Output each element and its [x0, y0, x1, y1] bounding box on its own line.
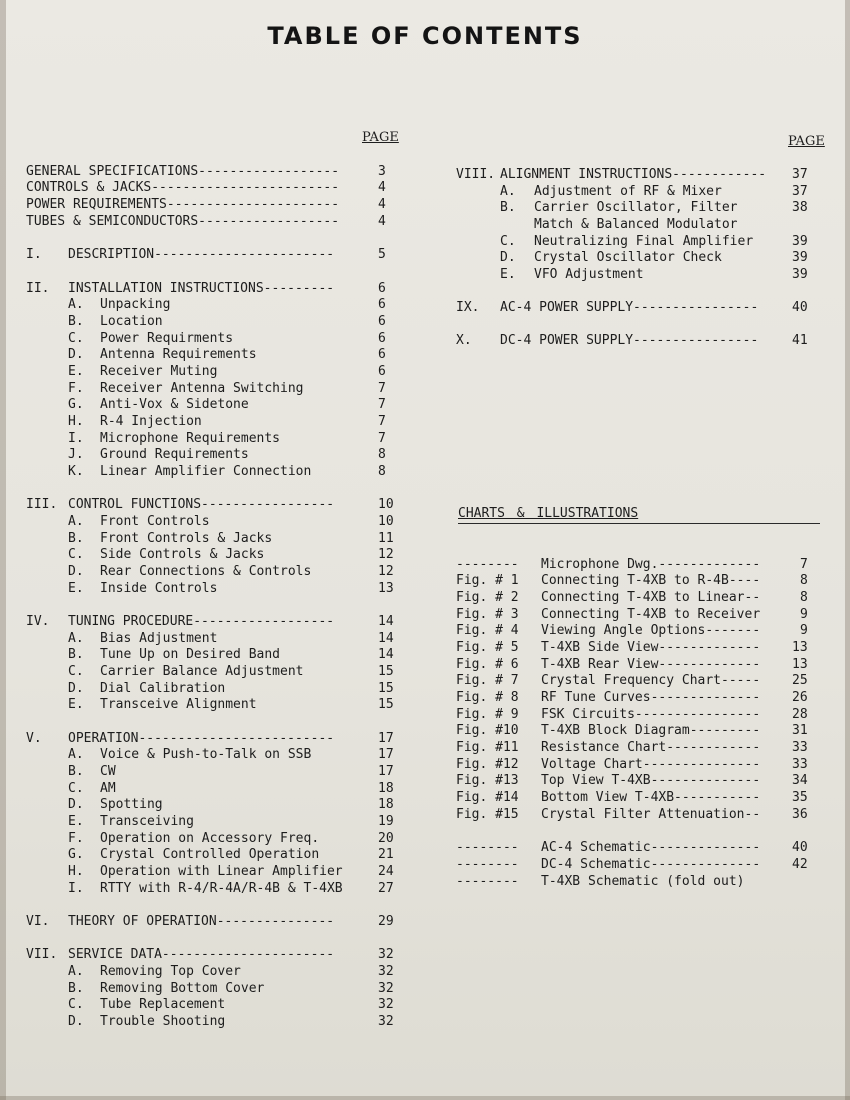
page-number: 39 — [792, 250, 808, 265]
subsection-letter: E. — [68, 814, 84, 829]
page-number: 21 — [378, 847, 394, 862]
chart-entry — [0, 607, 850, 623]
toc-entry — [0, 200, 850, 216]
charts-illustrations-header: CHARTS & ILLUSTRATIONS — [458, 506, 639, 521]
page-number: 8 — [378, 447, 386, 462]
figure-number: Fig. # 6 — [456, 657, 519, 672]
page-number: 37 — [792, 167, 808, 182]
figure-title: Connecting T-4XB to Receiver — [541, 607, 761, 622]
page-number: 8 — [800, 590, 808, 605]
chart-entry — [0, 874, 850, 890]
page-number: 24 — [378, 864, 394, 879]
subsection-letter: D. — [500, 250, 516, 265]
page-number: 38 — [792, 200, 808, 215]
subsection-letter: A. — [500, 184, 516, 199]
entry-title: Crystal Controlled Operation — [100, 847, 320, 862]
toc-entry — [0, 947, 850, 963]
page-number: 41 — [792, 333, 808, 348]
toc-entry — [0, 497, 850, 513]
figure-number: -------- — [456, 840, 519, 855]
page-number: 42 — [792, 857, 808, 872]
subsection-letter: C. — [68, 997, 84, 1012]
figure-number: -------- — [456, 874, 519, 889]
entry-title: Match & Balanced Modulator — [534, 217, 738, 232]
entry-title: Linear Amplifier Connection — [100, 464, 312, 479]
page-number: 6 — [378, 314, 386, 329]
subsection-letter: E. — [68, 581, 84, 596]
entry-title: CW — [100, 764, 116, 779]
page-number: 33 — [792, 740, 808, 755]
figure-title: Resistance Chart------------ — [541, 740, 761, 755]
entry-title: Microphone Requirements — [100, 431, 281, 446]
figure-number: -------- — [456, 857, 519, 872]
entry-title: Removing Bottom Cover — [100, 981, 265, 996]
entry-title: POWER REQUIREMENTS---------------------- — [26, 197, 340, 212]
entry-title: INSTALLATION INSTRUCTIONS--------- — [68, 281, 335, 296]
entry-title: Tube Replacement — [100, 997, 226, 1012]
page-number: 19 — [378, 814, 394, 829]
right-page-column-header: PAGE — [788, 134, 825, 149]
entry-title: Operation with Linear Amplifier — [100, 864, 343, 879]
page-number: 6 — [378, 281, 386, 296]
page-number: 6 — [378, 331, 386, 346]
page-number: 11 — [378, 531, 394, 546]
toc-entry — [0, 364, 850, 380]
chart-entry — [0, 623, 850, 639]
toc-entry — [0, 167, 850, 183]
section-number: I. — [26, 247, 42, 262]
page-number: 6 — [378, 297, 386, 312]
figure-number: -------- — [456, 557, 519, 572]
toc-entry — [0, 964, 850, 980]
entry-title: Neutralizing Final Amplifier — [534, 234, 754, 249]
toc-entry — [0, 914, 850, 930]
toc-entry — [0, 267, 850, 283]
section-number: X. — [456, 333, 472, 348]
page-number: 9 — [800, 623, 808, 638]
figure-title: T-4XB Block Diagram--------- — [541, 723, 761, 738]
chart-entry — [0, 657, 850, 673]
chart-entry — [0, 723, 850, 739]
toc-entry — [0, 447, 850, 463]
charts-header-rule — [458, 523, 820, 524]
page-number: 35 — [792, 790, 808, 805]
figure-number: Fig. # 1 — [456, 573, 519, 588]
section-number: IX. — [456, 300, 480, 315]
page-number: 10 — [378, 497, 394, 512]
page-number: 39 — [792, 267, 808, 282]
entry-title: GENERAL SPECIFICATIONS------------------ — [26, 164, 340, 179]
entry-title: Adjustment of RF & Mixer — [534, 184, 722, 199]
toc-entry — [0, 314, 850, 330]
toc-entry — [0, 431, 850, 447]
page-number: 13 — [792, 640, 808, 655]
figure-title: T-4XB Side View------------- — [541, 640, 761, 655]
entry-title: AC-4 POWER SUPPLY---------------- — [500, 300, 759, 315]
page-number: 5 — [378, 247, 386, 262]
chart-entry — [0, 840, 850, 856]
page-number: 10 — [378, 514, 394, 529]
subsection-letter: B. — [68, 314, 84, 329]
chart-entry — [0, 640, 850, 656]
page-number: 32 — [378, 981, 394, 996]
page-number: 32 — [378, 947, 394, 962]
chart-entry — [0, 790, 850, 806]
page-number: 4 — [378, 180, 386, 195]
entry-title: Receiver Antenna Switching — [100, 381, 304, 396]
entry-title: CONTROL FUNCTIONS----------------- — [68, 497, 335, 512]
subsection-letter: G. — [68, 847, 84, 862]
figure-number: Fig. #14 — [456, 790, 519, 805]
entry-title: Anti-Vox & Sidetone — [100, 397, 249, 412]
page-number: 8 — [378, 464, 386, 479]
toc-entry — [0, 281, 850, 297]
toc-entry — [0, 300, 850, 316]
toc-entry — [0, 347, 850, 363]
subsection-letter: B. — [68, 531, 84, 546]
subsection-letter: E. — [68, 697, 84, 712]
entry-title: Tune Up on Desired Band — [100, 647, 281, 662]
section-number: III. — [26, 497, 58, 512]
subsection-letter: A. — [68, 964, 84, 979]
chart-entry — [0, 857, 850, 873]
subsection-letter: C. — [68, 331, 84, 346]
subsection-letter: B. — [68, 764, 84, 779]
figure-title: T-4XB Schematic (fold out) — [541, 874, 745, 889]
subsection-letter: A. — [68, 747, 84, 762]
toc-entry — [0, 397, 850, 413]
figure-title: Crystal Filter Attenuation-- — [541, 807, 761, 822]
entry-title: ALIGNMENT INSTRUCTIONS------------ — [500, 167, 767, 182]
page-number: 29 — [378, 914, 394, 929]
page-number: 15 — [378, 681, 394, 696]
page-number: 7 — [800, 557, 808, 572]
toc-entry — [0, 184, 850, 200]
page-number: 9 — [800, 607, 808, 622]
page-title: TABLE OF CONTENTS — [267, 22, 583, 50]
page-number: 13 — [792, 657, 808, 672]
subsection-letter: C. — [68, 664, 84, 679]
figure-number: Fig. # 7 — [456, 673, 519, 688]
subsection-letter: B. — [68, 981, 84, 996]
subsection-letter: D. — [68, 564, 84, 579]
page-number: 14 — [378, 647, 394, 662]
page-number: 32 — [378, 964, 394, 979]
figure-title: Microphone Dwg.------------- — [541, 557, 761, 572]
page-number: 7 — [378, 414, 386, 429]
toc-entry — [0, 531, 850, 547]
subsection-letter: H. — [68, 414, 84, 429]
page-number: 7 — [378, 381, 386, 396]
subsection-letter: F. — [68, 381, 84, 396]
figure-title: RF Tune Curves-------------- — [541, 690, 761, 705]
chart-entry — [0, 673, 850, 689]
entry-title: AM — [100, 781, 116, 796]
page-number: 28 — [792, 707, 808, 722]
toc-entry — [0, 414, 850, 430]
page-number: 4 — [378, 197, 386, 212]
figure-title: Viewing Angle Options------- — [541, 623, 761, 638]
entry-title: SERVICE DATA---------------------- — [68, 947, 335, 962]
page-number: 14 — [378, 614, 394, 629]
page-number: 40 — [792, 840, 808, 855]
left-page-column-header: PAGE — [362, 130, 399, 145]
section-number: VI. — [26, 914, 50, 929]
subsection-letter: A. — [68, 514, 84, 529]
page-number: 6 — [378, 364, 386, 379]
entry-title: OPERATION------------------------- — [68, 731, 335, 746]
entry-title: Trouble Shooting — [100, 1014, 226, 1029]
toc-entry — [0, 981, 850, 997]
toc-entry — [0, 217, 850, 233]
page-number: 18 — [378, 797, 394, 812]
entry-title: Transceiving — [100, 814, 194, 829]
entry-title: VFO Adjustment — [534, 267, 644, 282]
entry-title: R-4 Injection — [100, 414, 202, 429]
figure-number: Fig. # 8 — [456, 690, 519, 705]
entry-title: Inside Controls — [100, 581, 218, 596]
subsection-letter: C. — [68, 547, 84, 562]
chart-entry — [0, 707, 850, 723]
page-number: 7 — [378, 431, 386, 446]
chart-entry — [0, 773, 850, 789]
page-number: 27 — [378, 881, 394, 896]
entry-title: Removing Top Cover — [100, 964, 241, 979]
figure-title: DC-4 Schematic-------------- — [541, 857, 761, 872]
figure-title: Top View T-4XB-------------- — [541, 773, 761, 788]
page-number: 40 — [792, 300, 808, 315]
entry-title: Receiver Muting — [100, 364, 218, 379]
entry-title: DC-4 POWER SUPPLY---------------- — [500, 333, 759, 348]
figure-number: Fig. #15 — [456, 807, 519, 822]
page-number: 14 — [378, 631, 394, 646]
figure-number: Fig. # 3 — [456, 607, 519, 622]
page-number: 7 — [378, 397, 386, 412]
page-number: 15 — [378, 697, 394, 712]
subsection-letter: A. — [68, 631, 84, 646]
figure-title: Voltage Chart--------------- — [541, 757, 761, 772]
page-number: 26 — [792, 690, 808, 705]
entry-title: Unpacking — [100, 297, 171, 312]
subsection-letter: E. — [68, 364, 84, 379]
page-number: 15 — [378, 664, 394, 679]
figure-title: T-4XB Rear View------------- — [541, 657, 761, 672]
entry-title: TUBES & SEMICONDUCTORS------------------ — [26, 214, 340, 229]
page-number: 37 — [792, 184, 808, 199]
section-number: II. — [26, 281, 50, 296]
page-number: 34 — [792, 773, 808, 788]
subsection-letter: G. — [68, 397, 84, 412]
entry-title: Location — [100, 314, 163, 329]
subsection-letter: D. — [68, 1014, 84, 1029]
section-number: VII. — [26, 947, 58, 962]
page-number: 8 — [800, 573, 808, 588]
subsection-letter: B. — [500, 200, 516, 215]
figure-number: Fig. #10 — [456, 723, 519, 738]
page-number: 17 — [378, 747, 394, 762]
figure-title: FSK Circuits---------------- — [541, 707, 761, 722]
page-number: 25 — [792, 673, 808, 688]
subsection-letter: D. — [68, 681, 84, 696]
subsection-letter: K. — [68, 464, 84, 479]
page-number: 32 — [378, 997, 394, 1012]
subsection-letter: I. — [68, 431, 84, 446]
subsection-letter: J. — [68, 447, 84, 462]
entry-title: Antenna Requirements — [100, 347, 257, 362]
toc-entry — [0, 250, 850, 266]
figure-number: Fig. # 9 — [456, 707, 519, 722]
chart-entry — [0, 573, 850, 589]
subsection-letter: C. — [500, 234, 516, 249]
toc-entry — [0, 333, 850, 349]
section-number: VIII. — [456, 167, 496, 182]
entry-title: Rear Connections & Controls — [100, 564, 312, 579]
figure-title: Crystal Frequency Chart----- — [541, 673, 761, 688]
page-number: 31 — [792, 723, 808, 738]
subsection-letter: A. — [68, 297, 84, 312]
page-number: 17 — [378, 764, 394, 779]
subsection-letter: H. — [68, 864, 84, 879]
entry-title: Front Controls & Jacks — [100, 531, 273, 546]
subsection-letter: D. — [68, 347, 84, 362]
figure-number: Fig. # 5 — [456, 640, 519, 655]
page-number: 6 — [378, 347, 386, 362]
chart-entry — [0, 557, 850, 573]
page-number: 3 — [378, 164, 386, 179]
toc-entry — [0, 1014, 850, 1030]
entry-title: THEORY OF OPERATION--------------- — [68, 914, 335, 929]
page-number: 32 — [378, 1014, 394, 1029]
subsection-letter: F. — [68, 831, 84, 846]
page-number: 20 — [378, 831, 394, 846]
subsection-letter: C. — [68, 781, 84, 796]
section-number: IV. — [26, 614, 50, 629]
toc-entry — [0, 381, 850, 397]
entry-title: Ground Requirements — [100, 447, 249, 462]
entry-title: Voice & Push-to-Talk on SSB — [100, 747, 312, 762]
subsection-letter: B. — [68, 647, 84, 662]
figure-title: Connecting T-4XB to R-4B---- — [541, 573, 761, 588]
entry-title: Carrier Balance Adjustment — [100, 664, 304, 679]
page-number: 39 — [792, 234, 808, 249]
entry-title: Dial Calibration — [100, 681, 226, 696]
page-number: 13 — [378, 581, 394, 596]
subsection-letter: I. — [68, 881, 84, 896]
page-number: 33 — [792, 757, 808, 772]
entry-title: Side Controls & Jacks — [100, 547, 265, 562]
entry-title: Transceive Alignment — [100, 697, 257, 712]
entry-title: Front Controls — [100, 514, 210, 529]
subsection-letter: D. — [68, 797, 84, 812]
figure-number: Fig. #12 — [456, 757, 519, 772]
entry-title: CONTROLS & JACKS------------------------ — [26, 180, 340, 195]
subsection-letter: E. — [500, 267, 516, 282]
entry-title: RTTY with R-4/R-4A/R-4B & T-4XB — [100, 881, 343, 896]
entry-title: TUNING PROCEDURE------------------ — [68, 614, 335, 629]
figure-number: Fig. #11 — [456, 740, 519, 755]
page-number: 18 — [378, 781, 394, 796]
figure-title: Bottom View T-4XB----------- — [541, 790, 761, 805]
toc-entry — [0, 234, 850, 250]
page-number: 12 — [378, 547, 394, 562]
chart-entry — [0, 690, 850, 706]
entry-title: Power Requirments — [100, 331, 234, 346]
toc-entry — [0, 464, 850, 480]
page-number: 12 — [378, 564, 394, 579]
toc-entry — [0, 514, 850, 530]
figure-title: AC-4 Schematic-------------- — [541, 840, 761, 855]
toc-entry — [0, 997, 850, 1013]
page-number: 36 — [792, 807, 808, 822]
figure-number: Fig. # 4 — [456, 623, 519, 638]
section-number: V. — [26, 731, 42, 746]
figure-number: Fig. #13 — [456, 773, 519, 788]
chart-entry — [0, 590, 850, 606]
chart-entry — [0, 757, 850, 773]
figure-title: Connecting T-4XB to Linear-- — [541, 590, 761, 605]
figure-number: Fig. # 2 — [456, 590, 519, 605]
entry-title: Crystal Oscillator Check — [534, 250, 722, 265]
entry-title: Spotting — [100, 797, 163, 812]
page-number: 17 — [378, 731, 394, 746]
chart-entry — [0, 740, 850, 756]
entry-title: Bias Adjustment — [100, 631, 218, 646]
page-number: 4 — [378, 214, 386, 229]
entry-title: Carrier Oscillator, Filter — [534, 200, 738, 215]
chart-entry — [0, 807, 850, 823]
entry-title: Operation on Accessory Freq. — [100, 831, 320, 846]
entry-title: DESCRIPTION----------------------- — [68, 247, 335, 262]
